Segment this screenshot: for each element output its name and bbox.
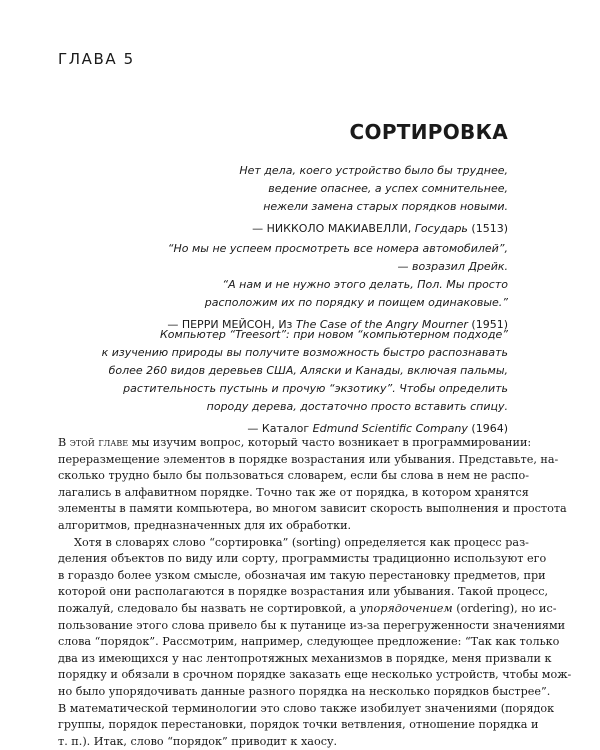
paragraph-line (58, 435, 532, 452)
paragraph-line: сколько трудно было бы пользоваться словарем, если бы слова в нем не распо- (58, 469, 530, 483)
paragraph-line: пользование этого слова привело бы к путанице из-за перегруженности значениями (58, 618, 566, 632)
epigraph-year: (1951) (471, 318, 508, 331)
epigraph-work: Государь (414, 222, 468, 235)
paragraph-line: лагались в алфавитном порядке. Точно так же от порядка, в котором хранятся (58, 485, 529, 499)
paragraph-text: (ordering), но ис- (452, 601, 557, 615)
epigraph-line: породу дерева, достаточно просто вставить спицу. (206, 400, 508, 413)
epigraph-work: The Case of the Angry Mourner (295, 318, 468, 331)
epigraph-mason (88, 240, 508, 334)
epigraph-line: Нет дела, коего устройство было бы труднее, (239, 164, 508, 177)
epigraph-machiavelli (88, 162, 508, 238)
epigraph-line: к изучению природы вы получите возможность быстро распознавать (101, 346, 508, 359)
paragraph-text: пожалуй, следовало бы назвать не сортировкой, а (58, 601, 360, 615)
body-text (58, 435, 572, 750)
epigraph-line: более 260 видов деревьев США, Аляски и Канады, включая пальмы, (108, 364, 508, 377)
paragraph-line (58, 601, 557, 618)
epigraph-line: — возразил Дрейк. (397, 260, 508, 273)
paragraph-line: два из имеющихся у нас лентопротяжных механизмов в порядке, меня призвали к (58, 651, 552, 665)
epigraph-attribution (88, 220, 508, 238)
paragraph-line: т. п.). Итак, слово “порядок” приводит к хаосу. (58, 734, 338, 748)
paragraph-line: элементы в памяти компьютера, во многом зависит скорость выполнения и простота (58, 502, 567, 516)
paragraph-line: слова “порядок”. Рассмотрим, например, следующее предложение: “Так как только (58, 635, 560, 649)
paragraph-line: но было упорядочивать данные разного порядка на несколько порядков быстрее”. (58, 684, 551, 698)
paragraph-line: которой они располагаются в порядке возрастания или убывания. Такой процесс, (58, 585, 549, 599)
paragraph-lead: В этой главе (58, 436, 129, 449)
epigraph-line: растительность пустынь и прочую “экзотику”. Чтобы определить (123, 382, 508, 395)
epigraph-catalog (88, 326, 508, 438)
epigraph-line: Компьютер “Treesort”: при новом “компьютерном подходе” (159, 328, 508, 341)
epigraph-work: Edmund Scientific Company (312, 422, 468, 435)
chapter-heading: ГЛАВА 5 (58, 50, 135, 68)
paragraph-line: Хотя в словарях слово “сортировка” (sorting) определяется как процесс раз- (74, 535, 529, 549)
epigraph-year: (1964) (471, 422, 508, 435)
paragraph-line: группы, порядок перестановки, порядок точки ветвления, отношение порядка и (58, 718, 539, 732)
epigraph-year: (1513) (471, 222, 508, 235)
paragraph-line: в гораздо более узком смысле, обозначая им такую перестановку предметов, при (58, 568, 546, 582)
epigraph-line: расположим их по порядку и поищем одинаковые.” (204, 296, 508, 309)
paragraph-line: деления объектов по виду или сорту, программисты традиционно используют его (58, 552, 547, 566)
epigraph-line: “Но мы не успеем просмотреть все номера автомобилей”, (167, 242, 508, 255)
epigraph-author: — ПЕРРИ МЕЙСОН, Из (167, 318, 293, 331)
epigraph-author: — Каталог (247, 422, 310, 435)
epigraph-author: — НИККОЛО МАКИАВЕЛЛИ, (252, 222, 412, 235)
paragraph-line: переразмещение элементов в порядке возрастания или убывания. Представьте, на- (58, 452, 559, 466)
epigraph-line: нежели замена старых порядков новыми. (263, 200, 508, 213)
paragraph-line: В математической терминологии это слово также изобилует значениями (порядок (58, 701, 555, 715)
paragraph-text: мы изучим вопрос, который часто возникает в программировании: (128, 436, 532, 449)
epigraph-line: “А нам и не нужно этого делать, Пол. Мы просто (222, 278, 508, 291)
paragraph-line: порядку и обязали в срочном порядке заказать еще несколько устройств, чтобы мож- (58, 668, 572, 682)
emphasis-term: упорядочением (359, 601, 453, 615)
chapter-title: СОРТИРОВКА (349, 120, 508, 144)
epigraph-line: ведение опаснее, а успех сомнительнее, (268, 182, 508, 195)
paragraph-line: алгоритмов, предназначенных для их обработки. (58, 518, 352, 532)
